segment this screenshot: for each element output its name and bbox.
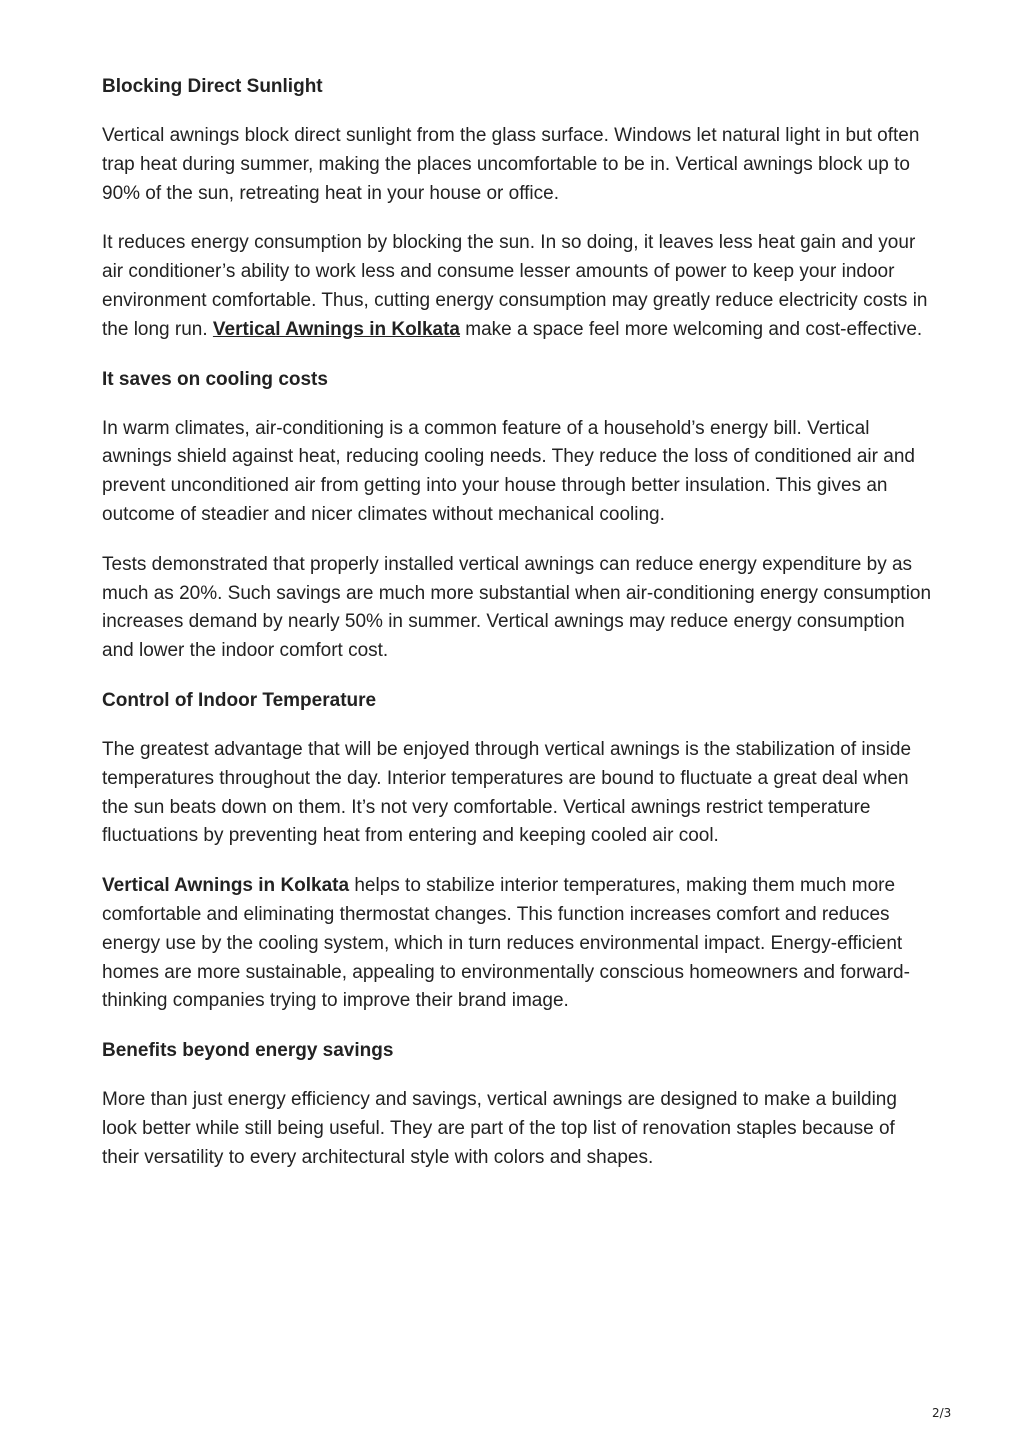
paragraph: The greatest advantage that will be enjoyed through vertical awnings is the stabilization of inside temperatures throughout the day. Interior temperatures are bound to fluctuate a great deal when the sun beats down on them. It’s not very comfortable. Vertical awnings restrict temperature fluctuations by preventing heat from entering and keeping cooled air cool. — [102, 738, 912, 847]
vertical-awnings-kolkata-link[interactable]: Vertical Awnings in Kolkata — [212, 318, 460, 340]
paragraph: In warm climates, air-conditioning is a common feature of a household’s energy bill. Vertical awnings shield against heat, reducing cooling needs. They reduce the loss of conditioned air and prevent unconditioned air from getting into your house through better insulation. This gives an outcome of steadier and nicer climates without mechanical cooling. — [102, 417, 915, 525]
paragraph: Tests demonstrated that properly installed vertical awnings can reduce energy expenditure by as much as 20%. Such savings are much more substantial when air-conditioning energy consumption increases demand by nearly 50% in summer. Vertical awnings may reduce energy consumption and lower the indoor comfort cost. — [102, 553, 932, 662]
document-page — [102, 73, 932, 1194]
section-heading-blocking-sunlight: Blocking Direct Sunlight — [102, 76, 323, 97]
paragraph — [102, 229, 932, 344]
page-number: 2/3 — [932, 1406, 952, 1420]
paragraph — [102, 872, 932, 1016]
section-heading-cooling-costs: It saves on cooling costs — [102, 368, 328, 390]
paragraph-text: helps to stabilize interior temperatures, making them much more comfortable and eliminating thermostat changes. This function increases comfort and reduces energy use by the cooling system, which in turn reduces environmental impact. Energy-efficient homes are more sustainable, appealing to environmentally conscious homeowners and forward-thinking companies trying to improve their brand image. — [102, 875, 910, 1012]
paragraph-text: It reduces energy consumption by blocking the sun. In so doing, it leaves less heat gain and your air conditioner’s ability to work less and consume lesser amounts of power to keep your indoor environment comfortable. Thus, cutting energy consumption may greatly reduce electricity costs in the long run. — [102, 232, 928, 340]
bold-keyword: Vertical Awnings in Kolkata — [102, 875, 350, 897]
section-heading-indoor-temperature: Control of Indoor Temperature — [102, 689, 377, 711]
paragraph: Vertical awnings block direct sunlight from the glass surface. Windows let natural light in but often trap heat during summer, making the places uncomfortable to be in. Vertical awnings block up to 90% of the sun, retreating heat in your house or office. — [102, 125, 920, 204]
section-heading-benefits: Benefits beyond energy savings — [102, 1040, 394, 1062]
paragraph-text: make a space feel more welcoming and cost-effective. — [460, 318, 923, 340]
paragraph: More than just energy efficiency and savings, vertical awnings are designed to make a building look better while still being useful. They are part of the top list of renovation staples because of their versatility to every architectural style with colors and shapes. — [102, 1089, 897, 1168]
